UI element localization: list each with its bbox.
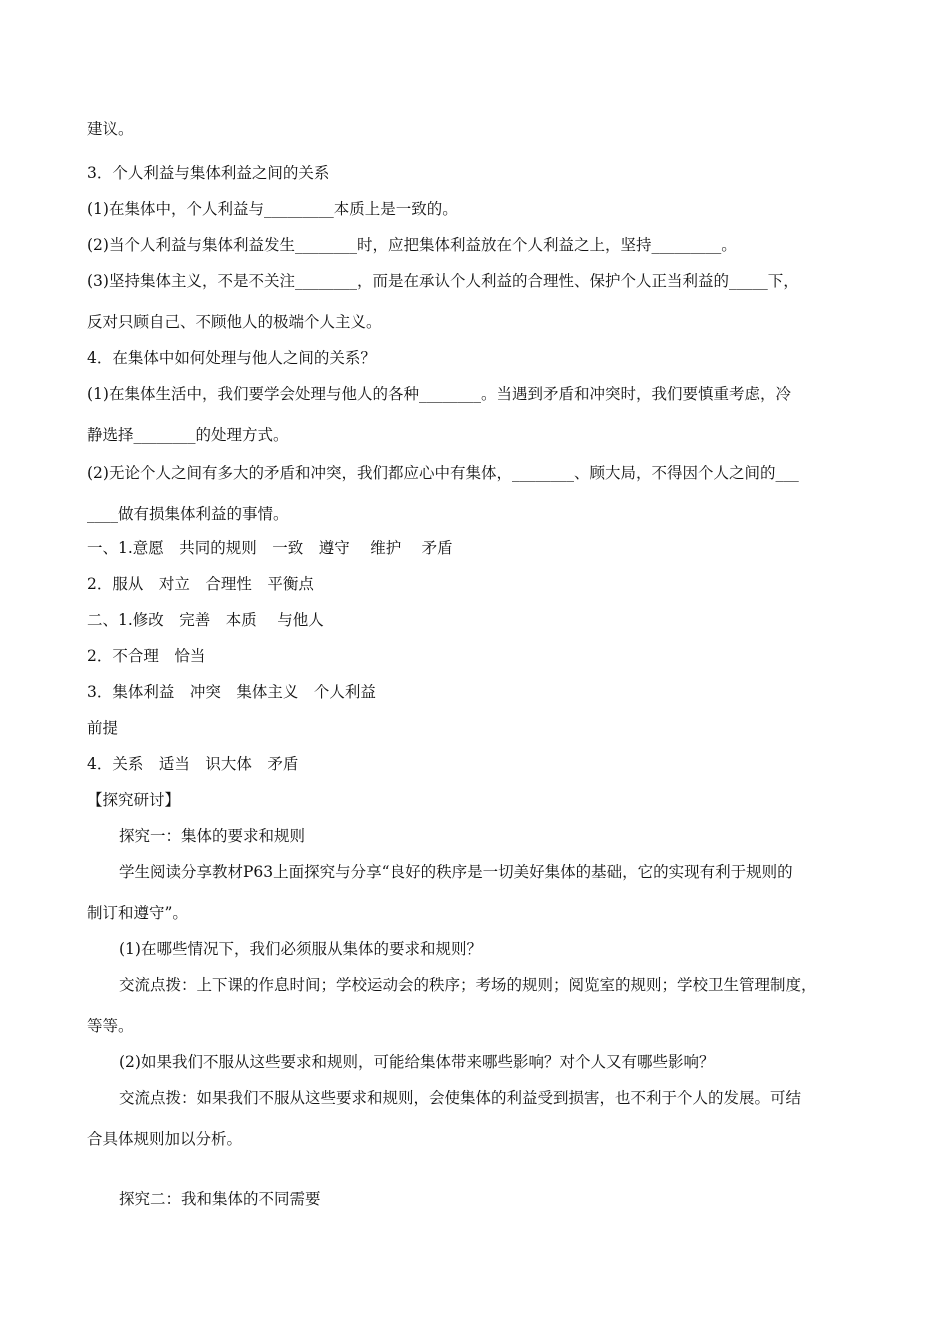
text-line: ____做有损集体利益的事情。 [87, 505, 289, 523]
answer-line: 二、1.修改 完善 本质 与他人 [87, 611, 324, 629]
text-line: (3)坚持集体主义，不是不关注________，而是在承认个人利益的合理性、保护个人正当利益的_____下， [87, 272, 799, 290]
answer-line: 前提 [87, 719, 119, 737]
section-heading: 4．在集体中如何处理与他人之间的关系？ [87, 349, 376, 367]
text-line: 静选择________的处理方式。 [87, 426, 289, 444]
answer-line: 一、1.意愿 共同的规则 一致 遵守 维护 矛盾 [87, 539, 453, 557]
answer-line: 2．不合理 恰当 [87, 647, 206, 665]
section-heading: 【探究研讨】 [87, 791, 181, 809]
text-line: 交流点拨：如果我们不服从这些要求和规则，会使集体的利益受到损害，也不利于个人的发展。可结 [119, 1089, 802, 1107]
text-line: (1)在集体中，个人利益与_________本质上是一致的。 [87, 200, 458, 218]
text-line: (2)当个人利益与集体利益发生________时，应把集体利益放在个人利益之上，坚持_________。 [87, 236, 737, 254]
subsection-heading: 探究二：我和集体的不同需要 [119, 1190, 321, 1208]
answer-line: 2．服从 对立 合理性 平衡点 [87, 575, 314, 593]
section-heading: 3．个人利益与集体利益之间的关系 [87, 164, 330, 182]
text-line: 交流点拨：上下课的作息时间；学校运动会的秩序；考场的规则；阅览室的规则；学校卫生管理制度， [119, 976, 817, 994]
text-line: 反对只顾自己、不顾他人的极端个人主义。 [87, 313, 382, 331]
text-line: 制订和遵守”。 [87, 904, 188, 922]
subsection-heading: 探究一：集体的要求和规则 [119, 827, 306, 845]
question-line: (2)如果我们不服从这些要求和规则，可能给集体带来哪些影响？对个人又有哪些影响？ [119, 1053, 715, 1071]
text-line: (1)在集体生活中，我们要学会处理与他人的各种________。当遇到矛盾和冲突时，我们要慎重考虑，冷 [87, 385, 791, 403]
text-line: 建议。 [87, 120, 134, 138]
text-line: 等等。 [87, 1017, 134, 1035]
answer-line: 4．关系 适当 识大体 矛盾 [87, 755, 299, 773]
text-line: (2)无论个人之间有多大的矛盾和冲突，我们都应心中有集体，________、顾大局，不得因个人之间的___ [87, 464, 799, 482]
text-line: 学生阅读分享教材P63上面探究与分享“良好的秩序是一切美好集体的基础，它的实现有利于规则的 [119, 863, 793, 881]
text-line: 合具体规则加以分析。 [87, 1130, 243, 1148]
question-line: (1)在哪些情况下，我们必须服从集体的要求和规则？ [119, 940, 482, 958]
answer-line: 3．集体利益 冲突 集体主义 个人利益 [87, 683, 376, 701]
